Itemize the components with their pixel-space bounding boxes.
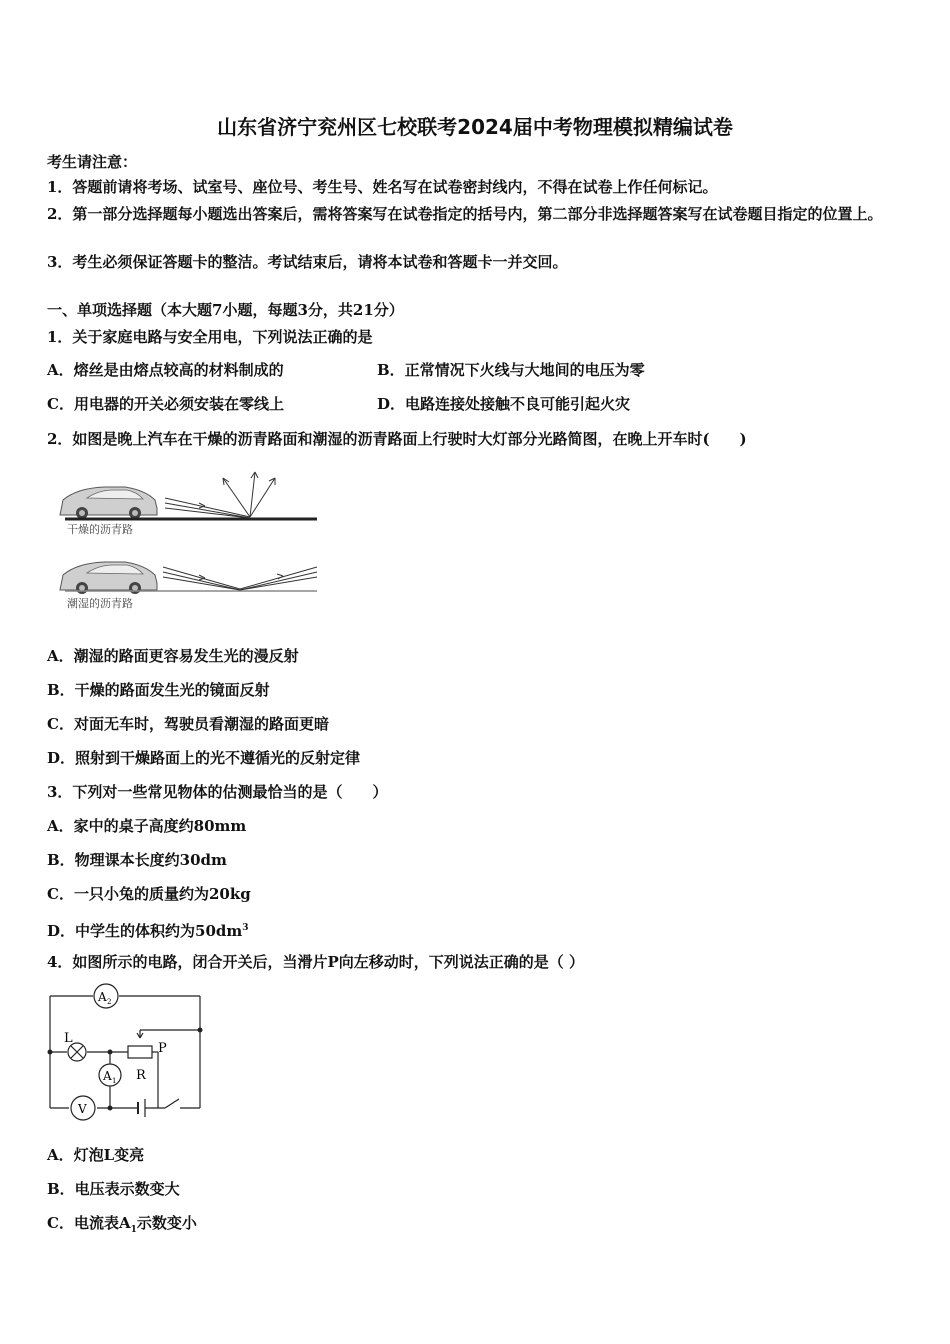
q4-option-a: A．灯泡L变亮 bbox=[47, 1146, 145, 1164]
label-a2: A bbox=[98, 990, 107, 1004]
notice-item-3: 3．考生必须保证答题卡的整洁。考试结束后，请将本试卷和答题卡一并交回。 bbox=[47, 253, 568, 271]
label-l: L bbox=[64, 1031, 73, 1046]
label-a2-sub: 2 bbox=[107, 998, 112, 1006]
q2-stem: 2．如图是晚上汽车在干燥的沥青路面和潮湿的沥青路面上行驶时大灯部分光路简图，在晚上开车时( ) bbox=[47, 430, 747, 448]
q4-option-b: B．电压表示数变大 bbox=[47, 1180, 180, 1198]
q1-option-a: A．熔丝是由熔点较高的材料制成的 bbox=[47, 361, 284, 379]
label-dry-road: 干燥的沥青路 bbox=[67, 523, 133, 536]
page-title: 山东省济宁兖州区七校联考2024届中考物理模拟精编试卷 bbox=[217, 115, 733, 139]
notice-heading: 考生请注意： bbox=[47, 153, 138, 171]
q3-stem: 3．下列对一些常见物体的估测最恰当的是（ ） bbox=[47, 783, 388, 801]
label-a1-sub: 1 bbox=[112, 1077, 117, 1085]
q3-option-d bbox=[47, 918, 249, 941]
car-dry-icon bbox=[60, 487, 157, 519]
q4-stem: 4．如图所示的电路，闭合开关后，当滑片P向左移动时，下列说法正确的是（ ） bbox=[47, 953, 584, 971]
dry-road-rays bbox=[165, 472, 275, 518]
ammeter-a2-icon bbox=[94, 984, 118, 1008]
q4-circuit-diagram bbox=[40, 982, 215, 1122]
q3-option-d-sup: 3 bbox=[242, 923, 249, 933]
q3-option-c: C．一只小兔的质量约为20kg bbox=[47, 885, 251, 903]
label-p: P bbox=[158, 1041, 167, 1056]
section-heading: 一、单项选择题（本大题7小题，每题3分，共21分） bbox=[47, 301, 404, 319]
q4-option-c-sub: 1 bbox=[130, 1225, 137, 1235]
q1-option-d: D．电路连接处接触不良可能引起火灾 bbox=[377, 395, 631, 413]
q1-option-b: B．正常情况下火线与大地间的电压为零 bbox=[377, 361, 645, 379]
q2-option-c: C．对面无车时，驾驶员看潮湿的路面更暗 bbox=[47, 715, 329, 733]
q2-option-a: A．潮湿的路面更容易发生光的漫反射 bbox=[47, 647, 299, 665]
label-r: R bbox=[136, 1068, 146, 1083]
q3-option-d-text: D．中学生的体积约为50dm bbox=[47, 922, 243, 940]
q1-option-c: C．用电器的开关必须安装在零线上 bbox=[47, 395, 284, 413]
q4-option-c-tail: 示数变小 bbox=[136, 1214, 197, 1232]
notice-item-1: 1．答题前请将考场、试室号、座位号、考生号、姓名写在试卷密封线内，不得在试卷上作任何标记。 bbox=[47, 178, 718, 196]
notice-item-2: 2．第一部分选择题每小题选出答案后，需将答案写在试卷指定的括号内，第二部分非选择题答案写在试卷题目指定的位置上。 bbox=[47, 205, 883, 223]
q2-figure bbox=[55, 470, 325, 615]
ammeter-a1-icon bbox=[99, 1064, 121, 1086]
q3-option-b: B．物理课本长度约30dm bbox=[47, 851, 227, 869]
label-a1: A bbox=[103, 1069, 112, 1083]
q4-option-c bbox=[47, 1213, 197, 1240]
label-v: V bbox=[78, 1102, 87, 1116]
q4-option-c-text: C．电流表A bbox=[47, 1214, 131, 1232]
q2-option-d: D．照射到干燥路面上的光不遵循光的反射定律 bbox=[47, 749, 361, 767]
q3-option-a: A．家中的桌子高度约80mm bbox=[47, 817, 247, 835]
car-wet-icon bbox=[60, 562, 157, 594]
q1-stem: 1．关于家庭电路与安全用电，下列说法正确的是 bbox=[47, 328, 373, 346]
wet-road-rays bbox=[163, 567, 317, 590]
voltmeter-icon bbox=[71, 1096, 95, 1120]
q2-option-b: B．干燥的路面发生光的镜面反射 bbox=[47, 681, 270, 699]
label-wet-road: 潮湿的沥青路 bbox=[67, 597, 133, 610]
rheostat-icon bbox=[128, 1046, 152, 1058]
